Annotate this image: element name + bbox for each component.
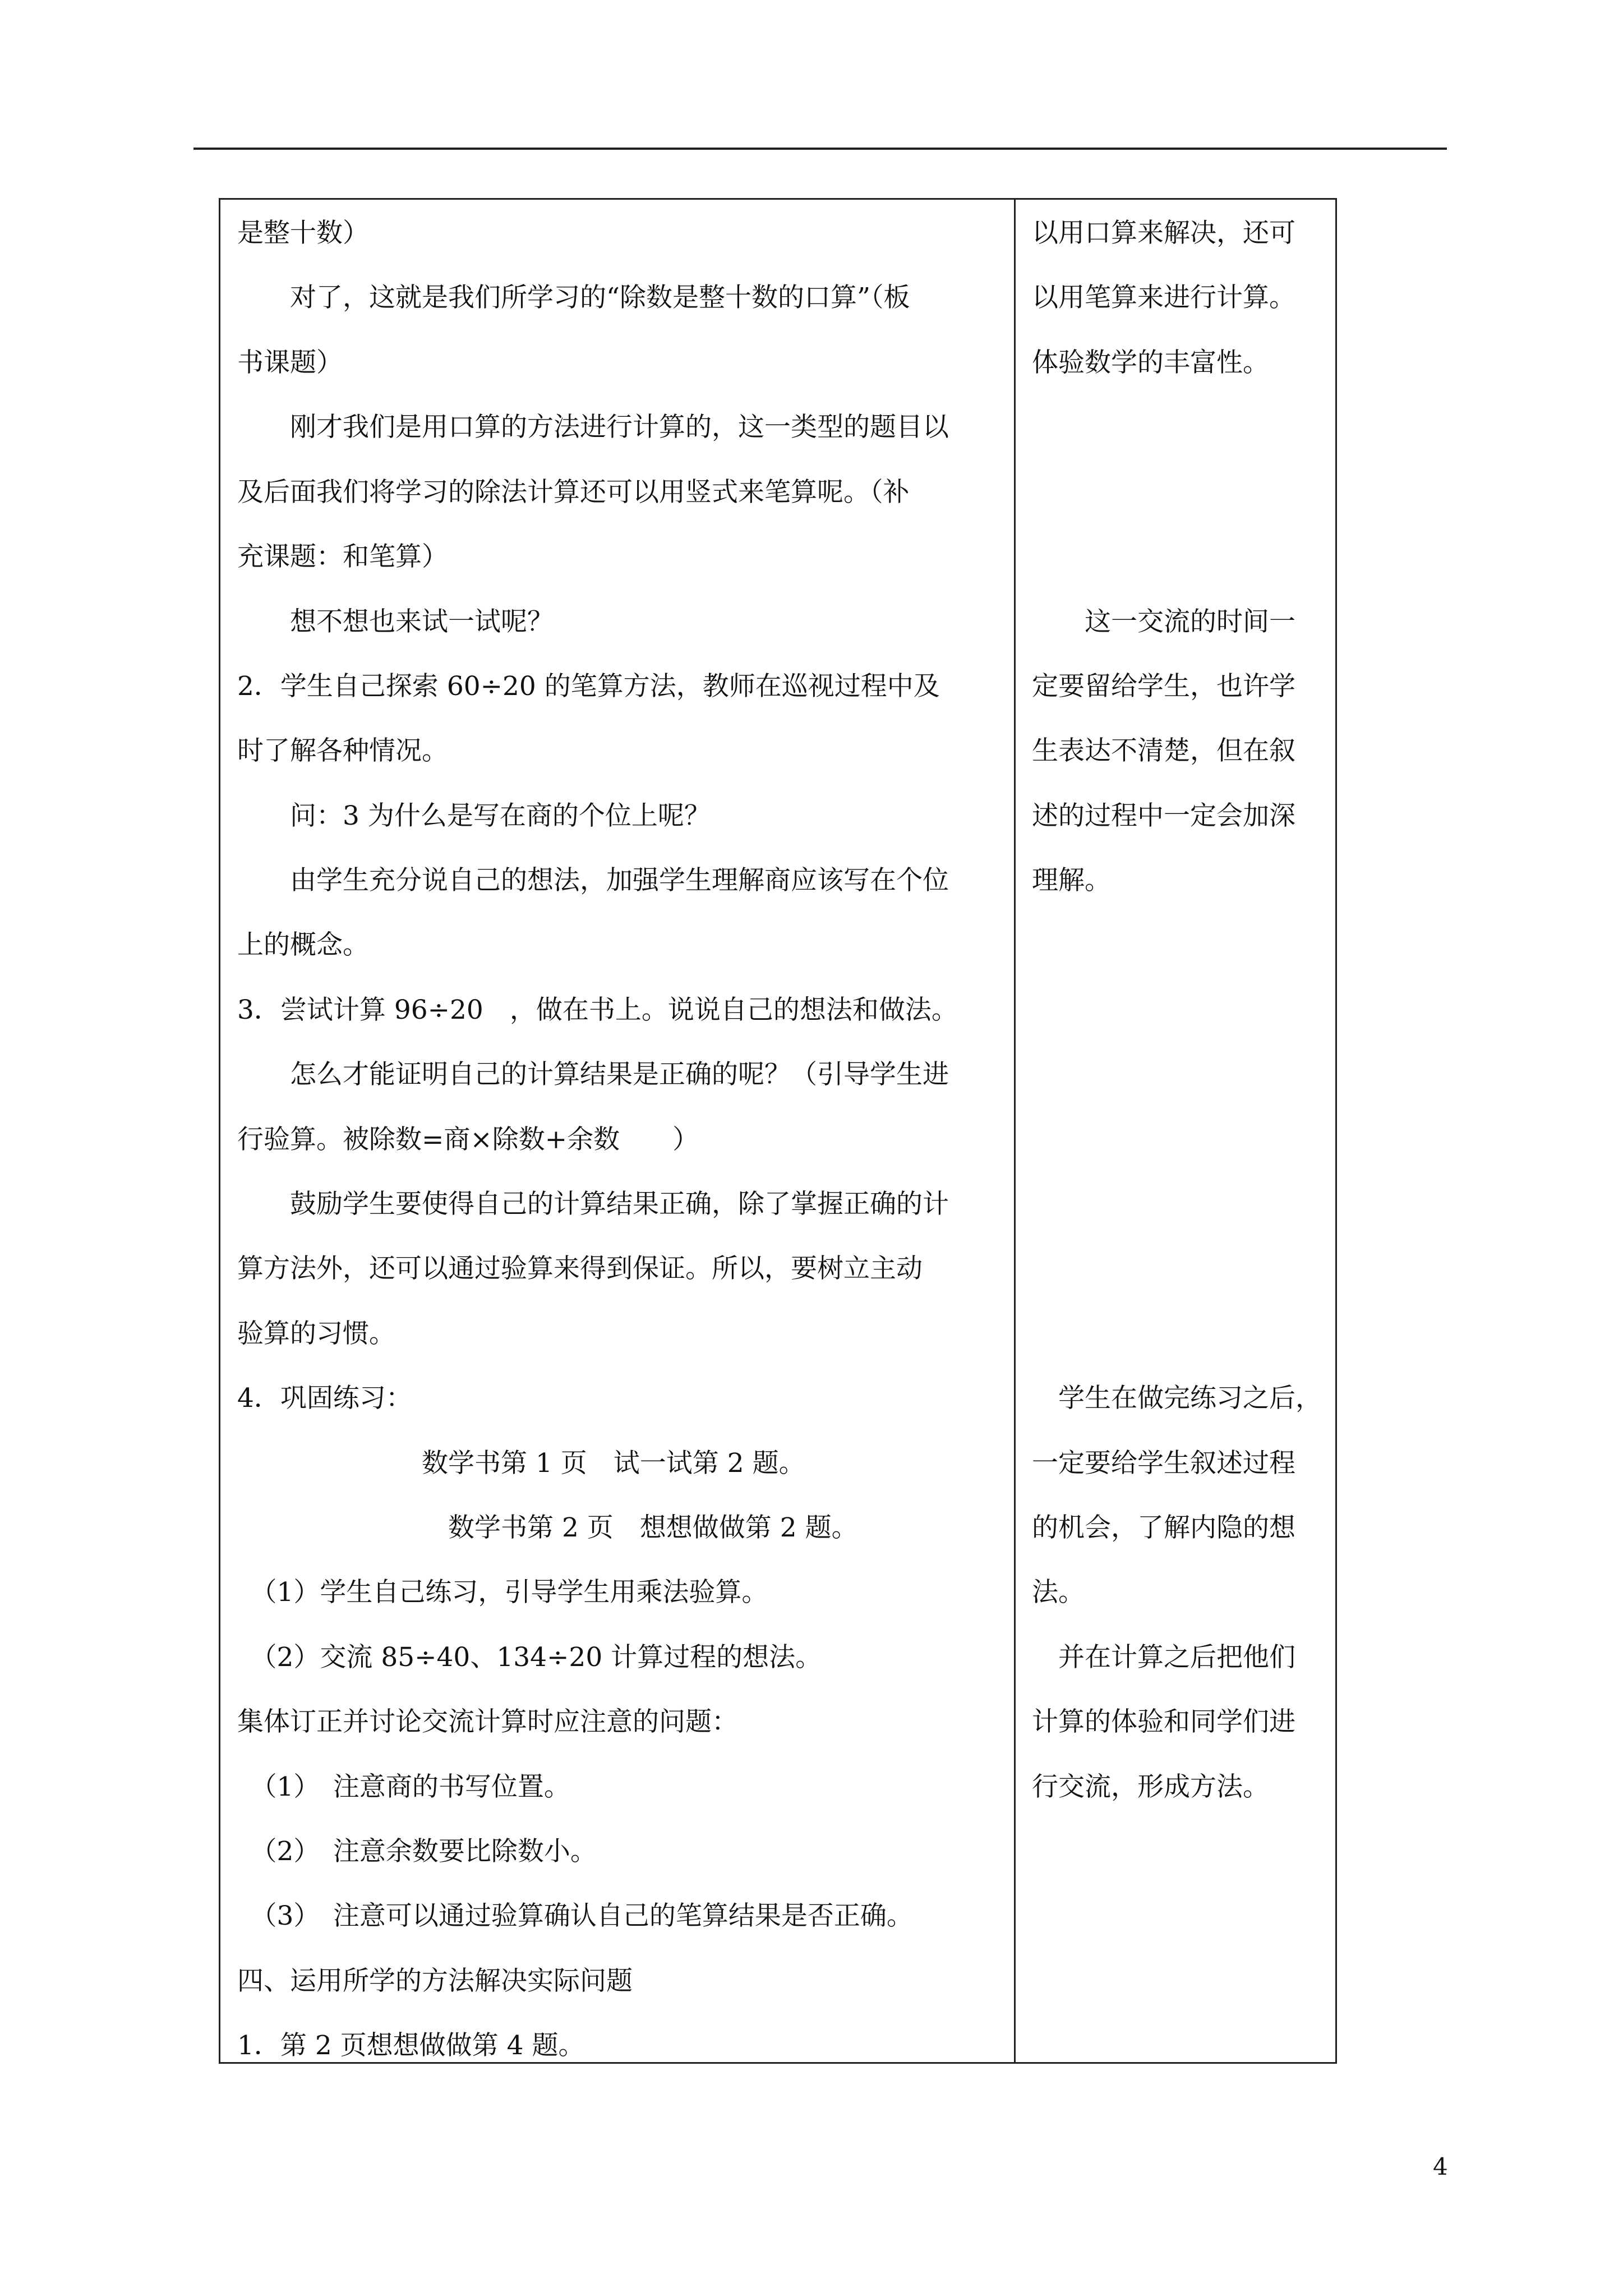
header-rule [193, 148, 1447, 150]
right-line: 以用口算来解决，还可 [1032, 218, 1295, 249]
right-line: 述的过程中一定会加深 [1032, 800, 1295, 831]
left-line: 刚才我们是用口算的方法进行计算的，这一类型的题目以 [237, 412, 949, 443]
right-line: 行交流，形成方法。 [1032, 1772, 1269, 1802]
left-line: 四、运用所学的方法解决实际问题 [237, 1966, 633, 1996]
left-line: （1）学生自己练习，引导学生用乘法验算。 [237, 1577, 768, 1608]
right-line: 生表达不清楚，但在叙 [1032, 735, 1295, 766]
left-line: 集体订正并讨论交流计算时应注意的问题： [237, 1706, 738, 1737]
left-line: 由学生充分说自己的想法，加强学生理解商应该写在个位 [237, 865, 949, 896]
left-line: 验算的习惯。 [237, 1318, 395, 1349]
left-line: 算方法外，还可以通过验算来得到保证。所以，要树立主动 [237, 1253, 923, 1284]
left-line: 时了解各种情况。 [237, 735, 448, 766]
right-line: 学生在做完练习之后， [1032, 1383, 1322, 1414]
left-line: （2）交流 85÷40、134÷20 计算过程的想法。 [237, 1642, 822, 1673]
left-line: 数学书第 1 页 试一试第 2 题。 [237, 1448, 805, 1479]
page-number: 4 [1433, 2153, 1448, 2180]
left-line: 1．第 2 页想想做做第 4 题。 [237, 2030, 585, 2061]
right-line: 并在计算之后把他们 [1032, 1642, 1295, 1673]
left-line: （2） 注意余数要比除数小。 [237, 1836, 597, 1867]
left-line: 上的概念。 [237, 930, 369, 960]
lesson-table [219, 198, 1337, 2064]
left-line: 充课题：和笔算） [237, 541, 448, 572]
left-line: 对了，这就是我们所学习的“除数是整十数的口算”（板 [237, 282, 910, 313]
right-line: 这一交流的时间一 [1032, 606, 1295, 637]
right-line: 一定要给学生叙述过程 [1032, 1448, 1295, 1479]
left-line: 4．巩固练习： [237, 1383, 412, 1414]
column-divider [1014, 200, 1016, 2062]
left-line: （1） 注意商的书写位置。 [237, 1772, 570, 1802]
left-line: 想不想也来试一试呢？ [237, 606, 554, 637]
right-line: 以用笔算来进行计算。 [1032, 282, 1295, 313]
left-line: 问：3 为什么是写在商的个位上呢？ [237, 800, 711, 831]
left-line: 书课题） [237, 347, 343, 378]
right-line: 理解。 [1032, 865, 1111, 896]
right-line: 体验数学的丰富性。 [1032, 347, 1269, 378]
right-line: 计算的体验和同学们进 [1032, 1706, 1295, 1737]
left-line: 及后面我们将学习的除法计算还可以用竖式来笔算呢。（补 [237, 477, 910, 508]
right-line: 法。 [1032, 1577, 1085, 1608]
left-line: 是整十数） [237, 218, 369, 249]
right-line: 定要留给学生，也许学 [1032, 671, 1295, 702]
left-line: 3．尝试计算 96÷20 ，做在书上。说说自己的想法和做法。 [237, 995, 958, 1025]
right-line: 的机会，了解内隐的想 [1032, 1512, 1295, 1543]
left-line: 怎么才能证明自己的计算结果是正确的呢？（引导学生进 [237, 1059, 949, 1090]
left-line: 数学书第 2 页 想想做做第 2 题。 [237, 1512, 858, 1543]
left-line: （3） 注意可以通过验算确认自己的笔算结果是否正确。 [237, 1901, 913, 1931]
left-line: 鼓励学生要使得自己的计算结果正确，除了掌握正确的计 [237, 1189, 949, 1220]
left-line: 行验算。被除数=商×除数+余数 ） [237, 1124, 699, 1155]
left-line: 2．学生自己探索 60÷20 的笔算方法，教师在巡视过程中及 [237, 671, 940, 702]
